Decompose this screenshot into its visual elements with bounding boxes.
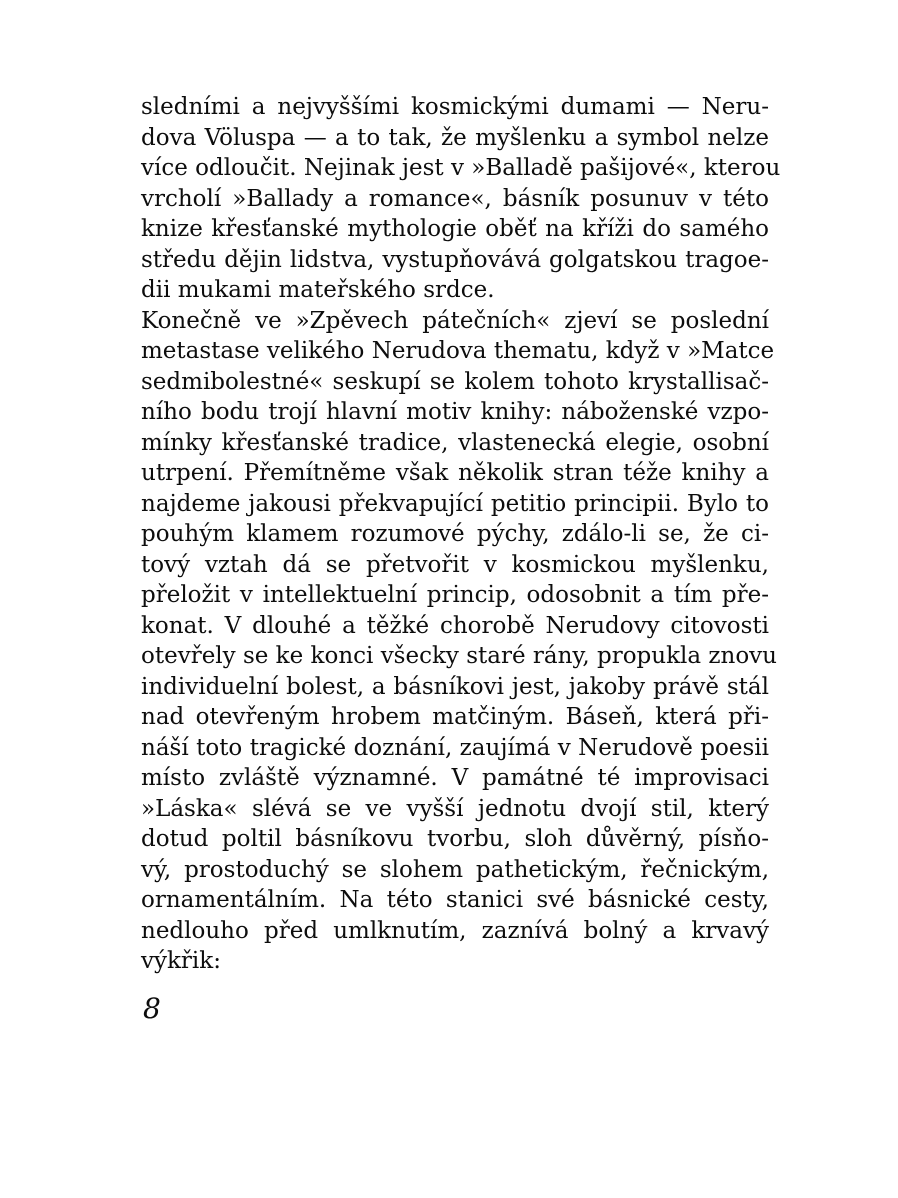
text-line: otevřely se ke konci všecky staré rány, propukla znovu	[141, 643, 777, 669]
text-line: najdeme jakousi překvapující petitio principii. Bylo to	[141, 490, 769, 517]
text-line: náší toto tragické doznání, zaujímá v Nerudově poesii	[141, 734, 769, 761]
text-line: nedlouho před umlknutím, zaznívá bolný a krvavý	[141, 917, 769, 944]
page-number: 8	[143, 992, 161, 1025]
text-line: tový vztah dá se přetvořit v kosmickou myšlenku,	[141, 551, 769, 578]
text-line: sledními a nejvyššími kosmickými dumami — Neru-	[141, 94, 769, 120]
text-line: dii mukami mateřského srdce.	[141, 277, 495, 303]
text-line: knize křesťanské mythologie oběť na kříži do samého	[141, 216, 769, 242]
text-line: utrpení. Přemítněme však několik stran téže knihy a	[141, 460, 769, 486]
text-line: mínky křesťanské tradice, vlastenecká elegie, osobní	[141, 429, 769, 456]
text-line: dova Völuspa — a to tak, že myšlenku a symbol nelze	[141, 124, 769, 151]
text-line: středu dějin lidstva, vystupňovává golgatskou tragoe-	[141, 246, 769, 273]
text-line: metastase velikého Nerudova thematu, když v »Matce	[141, 338, 775, 364]
text-line: výkřik:	[141, 948, 221, 974]
text-line: dotud poltil básníkovu tvorbu, sloh důvěrný, písňo-	[141, 826, 769, 852]
text-line: ornamentálním. Na této stanici své básnické cesty,	[141, 887, 769, 913]
text-line: Konečně ve »Zpěvech pátečních« zjeví se poslední	[141, 307, 769, 334]
text-line: vrcholí »Ballady a romance«, básník posunuv v této	[141, 185, 769, 212]
text-line: přeložit v intellektuelní princip, odosobnit a tím pře-	[141, 582, 769, 608]
text-line: nad otevřeným hrobem matčiným. Báseň, která při-	[141, 704, 769, 730]
text-line: individuelní bolest, a básníkovi jest, jakoby právě stál	[141, 673, 769, 700]
body-text	[141, 92, 781, 977]
text-line: místo zvláště významné. V památné té improvisaci	[141, 765, 769, 791]
text-line: »Láska« slévá se ve vyšší jednotu dvojí stil, který	[141, 795, 769, 822]
text-line: ního bodu trojí hlavní motiv knihy: náboženské vzpo-	[141, 399, 769, 425]
text-line: pouhým klamem rozumové pýchy, zdálo-li se, že ci-	[141, 521, 769, 547]
text-line: více odloučit. Nejinak jest v »Balladě pašijové«, kterou	[141, 155, 781, 181]
text-line: vý, prostoduchý se slohem pathetickým, řečnickým,	[141, 856, 769, 883]
text-line: konat. V dlouhé a těžké chorobě Nerudovy citovosti	[141, 612, 769, 639]
text-line: sedmibolestné« seskupí se kolem tohoto krystallisač-	[141, 368, 769, 395]
